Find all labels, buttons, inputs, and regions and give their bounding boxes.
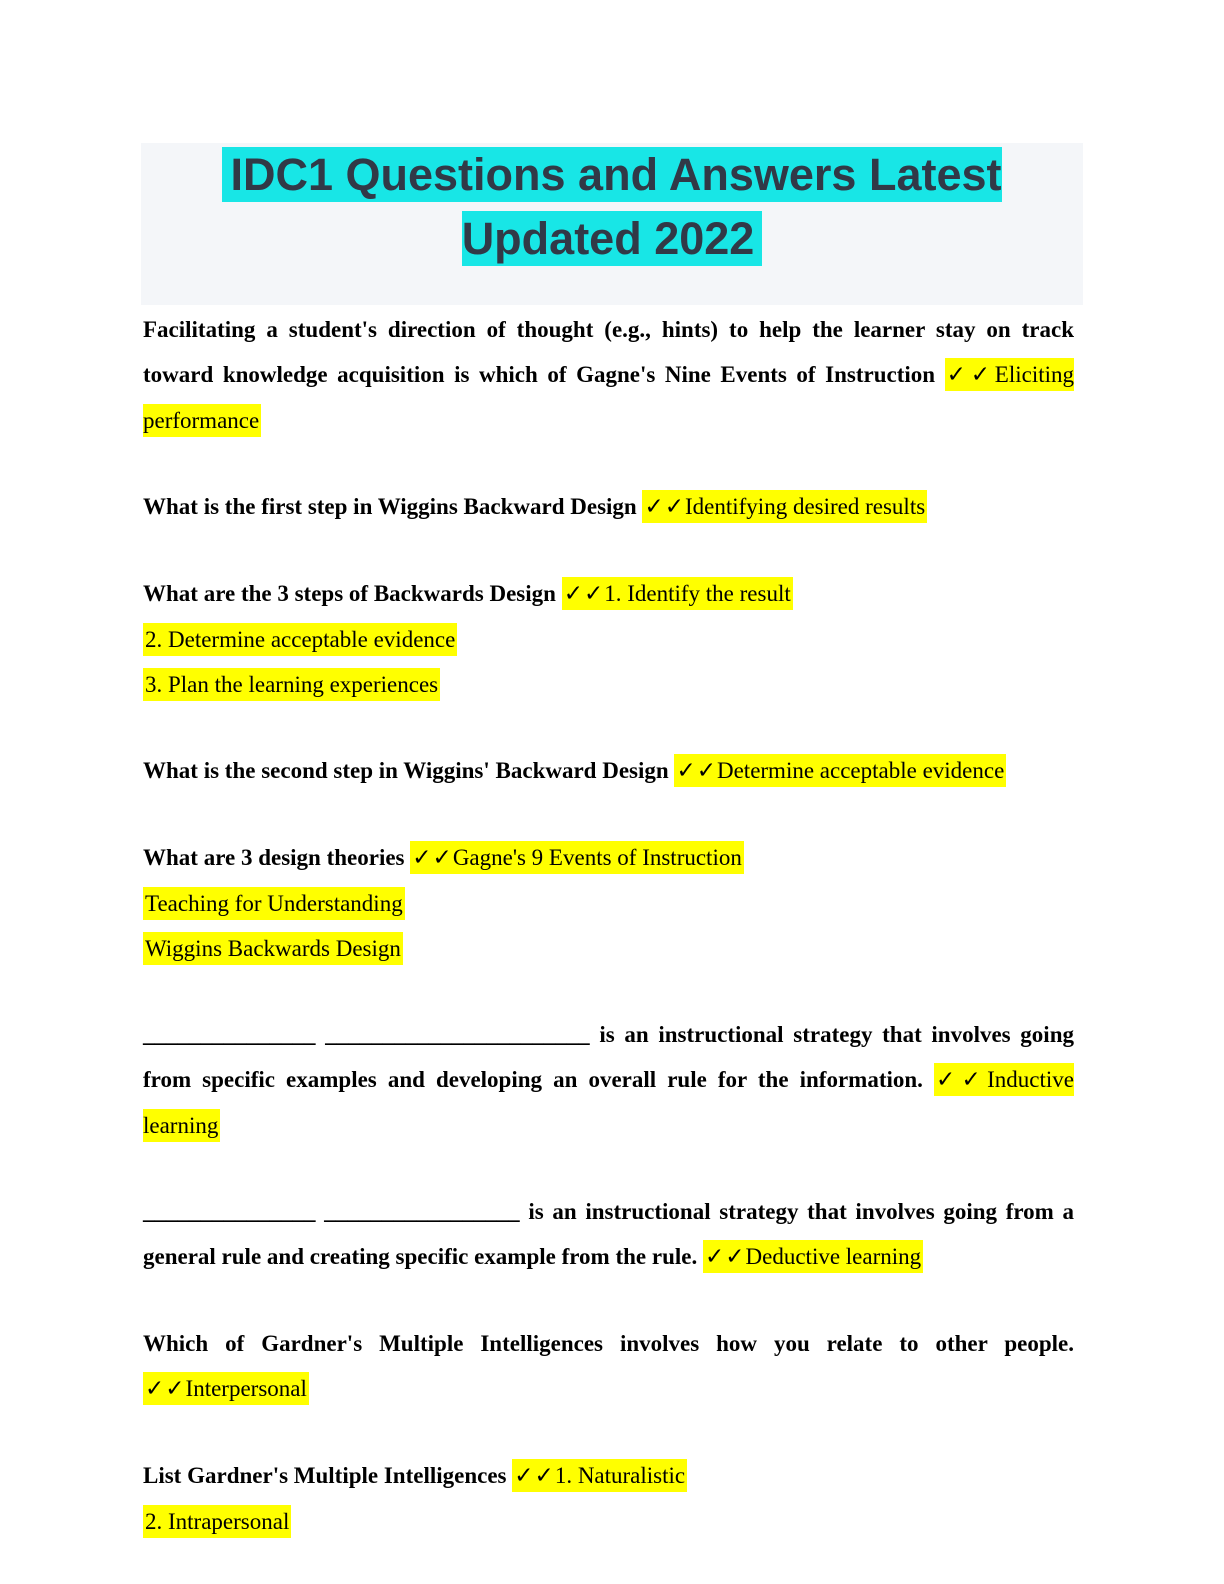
question-text: Which of Gardner's Multiple Intelligences involves how you relate to other people. [143,1331,1074,1356]
question-text: What is the first step in Wiggins Backward Design [143,494,637,519]
answer-text: Teaching for Understanding [145,891,403,916]
answer-highlight [143,623,457,656]
title-block [141,143,1083,305]
question-text: What is the second step in Wiggins' Backward Design [143,758,669,783]
answer-text: 3. Plan the learning experiences [145,672,439,697]
answer-text: Identifying desired results [685,494,926,519]
answer-text: Inductive learning [143,1067,1074,1138]
question-text: What are the 3 steps of Backwards Design [143,581,556,606]
page-title [151,143,1073,271]
answer-highlight [143,1372,309,1405]
question-text: _______________ _______________________ is an instructional strategy that involves going from specific examples and developing an overall rule for the information. [143,1022,1074,1092]
double-checkmark-icon: ✓✓ [514,1463,555,1489]
qa-item [143,1012,1074,1148]
double-checkmark-icon: ✓✓ [704,1244,746,1270]
answer-highlight [143,1505,291,1538]
question-text: _______________ _________________ is an instructional strategy that involves going from a general rule and creating specific example from the rule. [143,1199,1074,1269]
double-checkmark-icon: ✓✓ [935,1067,988,1093]
answer-text: Wiggins Backwards Design [145,936,401,961]
title-highlight: IDC1 Questions and Answers Latest Updated 2022 [222,147,1001,266]
answer-highlight [410,841,744,874]
answer-text: 1. Identify the result [604,581,791,606]
answer-highlight [512,1459,687,1492]
qa-item [143,748,1074,794]
qa-item [143,484,1074,530]
question-text: What are 3 design theories [143,845,405,870]
qa-item [143,1453,1074,1544]
double-checkmark-icon: ✓✓ [644,494,685,520]
answer-highlight [143,668,440,701]
double-checkmark-icon: ✓✓ [946,362,995,388]
answer-text: 1. Naturalistic [554,1463,686,1488]
qa-item [143,1189,1074,1280]
qa-item [143,307,1074,443]
question-text: List Gardner's Multiple Intelligences [143,1463,507,1488]
double-checkmark-icon: ✓✓ [676,758,717,784]
answer-text: Deductive learning [745,1244,922,1269]
answer-highlight [674,754,1006,787]
answer-highlight [703,1240,923,1273]
answer-text: 2. Intrapersonal [145,1509,290,1534]
double-checkmark-icon: ✓✓ [412,845,453,871]
answer-text: Determine acceptable evidence [716,758,1005,783]
answer-highlight [642,490,927,523]
answer-text: 2. Determine acceptable evidence [145,627,456,652]
question-text: Facilitating a student's direction of thought (e.g., hints) to help the learner stay on track toward knowledge acquisition is which of Gagne's Nine Events of Instruction [143,317,1074,387]
double-checkmark-icon: ✓✓ [563,581,605,607]
answer-text: Gagne's 9 Events of Instruction [452,845,742,870]
qa-list [143,307,1074,1544]
answer-highlight [143,932,403,965]
double-checkmark-icon: ✓✓ [145,1376,186,1402]
answer-highlight [562,577,793,610]
answer-highlight [143,887,405,920]
answer-text: Eliciting performance [143,362,1074,433]
qa-item [143,835,1074,971]
answer-text: Interpersonal [185,1376,307,1401]
qa-item [143,1321,1074,1412]
qa-item [143,571,1074,707]
